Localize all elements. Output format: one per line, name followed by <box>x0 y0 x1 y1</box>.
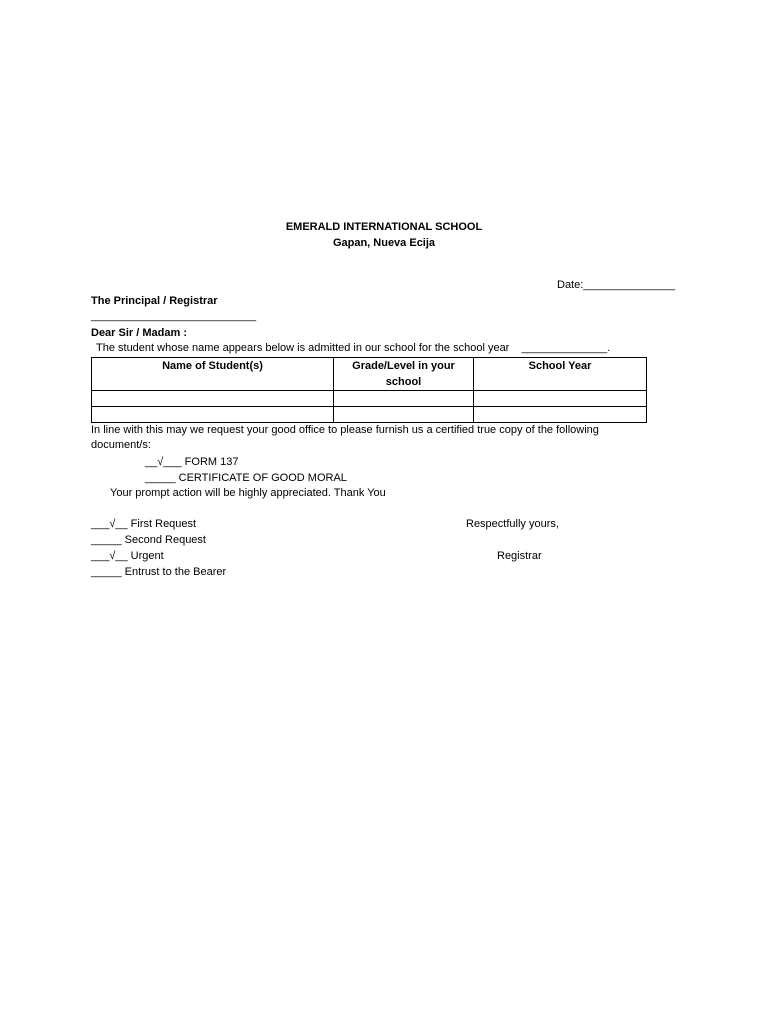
addressee-title: The Principal / Registrar <box>91 295 218 307</box>
table-header-row <box>92 358 647 391</box>
header-grade-level: Grade/Level in your school <box>334 358 474 391</box>
table-row <box>92 407 647 423</box>
table-cell <box>92 391 334 407</box>
table-cell <box>92 407 334 423</box>
table-cell <box>334 407 474 423</box>
header-name-of-students: Name of Student(s) <box>92 358 334 391</box>
addressee-blank: ___________________________ <box>91 310 257 322</box>
request-entrust-bearer: _____ Entrust to the Bearer <box>91 566 227 578</box>
salutation: Dear Sir / Madam : <box>91 327 187 339</box>
header-school-year: School Year <box>474 358 647 391</box>
respectfully-yours: Respectfully yours, <box>466 518 559 530</box>
signatory-registrar: Registrar <box>497 550 542 562</box>
request-text-line-1: In line with this may we request your good office to please furnish us a certified true copy of the following <box>91 424 599 436</box>
request-first: ___√__ First Request <box>91 518 197 530</box>
request-second: _____ Second Request <box>91 534 206 546</box>
table-row <box>92 391 647 407</box>
document-item-form-137: __√___ FORM 137 <box>145 456 239 468</box>
table-cell <box>474 407 647 423</box>
table-cell <box>334 391 474 407</box>
request-urgent: ___√__ Urgent <box>91 550 164 562</box>
request-text-line-2: document/s: <box>91 439 151 451</box>
intro-text: The student whose name appears below is admitted in our school for the school year ______________. <box>96 342 611 354</box>
students-table <box>91 357 647 423</box>
table-cell <box>474 391 647 407</box>
date-field: Date:_______________ <box>557 279 676 291</box>
closing-text: Your prompt action will be highly appreciated. Thank You <box>110 487 386 499</box>
document-item-good-moral: _____ CERTIFICATE OF GOOD MORAL <box>145 472 347 484</box>
school-name: EMERALD INTERNATIONAL SCHOOL <box>285 221 483 233</box>
school-location: Gapan, Nueva Ecija <box>332 237 436 249</box>
